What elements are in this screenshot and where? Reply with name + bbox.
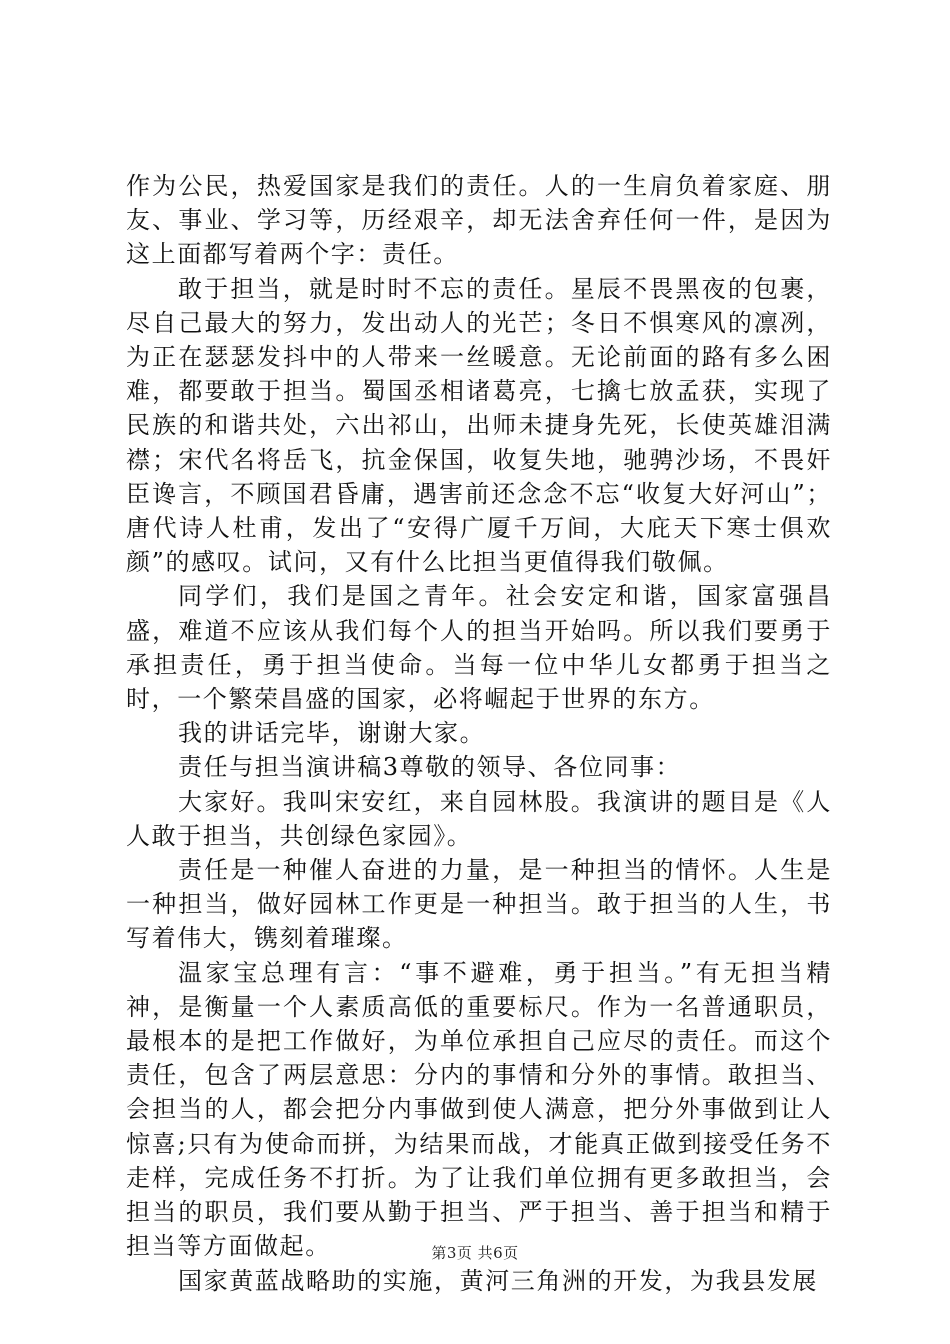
page-number: 第3页 共6页 [431,1244,519,1262]
paragraph: 我的讲话完毕，谢谢大家。 [178,719,486,748]
page-footer [0,1242,950,1263]
paragraph: 敢于担当，就是时时不忘的责任。星辰不畏黑夜的包裹，尽自己最大的努力，发出动人的光芒；冬日不惧寒风的凛冽，为正在瑟瑟发抖中的人带来一丝暖意。无论前面的路有多么困难，都要敢于担当。蜀国丞相诸葛亮，七擒七放孟获，实现了民族的和谐共处，六出祁山，出师未捷身先死，长使英雄泪满襟；宋代名将岳飞，抗金保国，收复失地，驰骋沙场，不畏奸臣谗言，不顾国君昏庸，遇害前还念念不忘“收复大好河山”；唐代诗人杜甫，发出了“安得广厦千万间，大庇天下寒士俱欢颜”的感叹。试问，又有什么比担当更值得我们敬佩。 [126,274,832,577]
paragraph: 作为公民，热爱国家是我们的责任。人的一生肩负着家庭、朋友、事业、学习等，历经艰辛，却无法舍弃任何一件，是因为这上面都写着两个字：责任。 [126,172,832,269]
paragraph: 大家好。我叫宋安红，来自园林股。我演讲的题目是《人人敢于担当，共创绿色家园》。 [126,787,832,850]
paragraph: 责任是一种催人奋进的力量，是一种担当的情怀。人生是一种担当，做好园林工作更是一种担当。敢于担当的人生，书写着伟大，镌刻着璀璨。 [126,856,832,953]
paragraph: 温家宝总理有言：“事不避难，勇于担当。”有无担当精神，是衡量一个人素质高低的重要标尺。作为一名普通职员，最根本的是把工作做好，为单位承担自己应尽的责任。而这个责任，包含了两层意思：分内的事情和分外的事情。敢担当、会担当的人，都会把分内事做到使人满意，把分外事做到让人惊喜;只有为使命而拼，为结果而战，才能真正做到接受任务不走样，完成任务不打折。为了让我们单位拥有更多敢担当，会担当的职员，我们要从勤于担当、严于担当、善于担当和精于担当等方面做起。 [126,958,832,1261]
paragraph: 责任与担当演讲稿3尊敬的领导、各位同事： [178,753,682,782]
body-text [126,169,832,1298]
paragraph: 同学们，我们是国之青年。社会安定和谐，国家富强昌盛，难道不应该从我们每个人的担当开始吗。所以我们要勇于承担责任，勇于担当使命。当每一位中华儿女都勇于担当之时，一个繁荣昌盛的国家，必将崛起于世界的东方。 [126,582,832,714]
paragraph: 国家黄蓝战略助的实施，黄河三角洲的开发，为我县发展 [178,1266,818,1295]
